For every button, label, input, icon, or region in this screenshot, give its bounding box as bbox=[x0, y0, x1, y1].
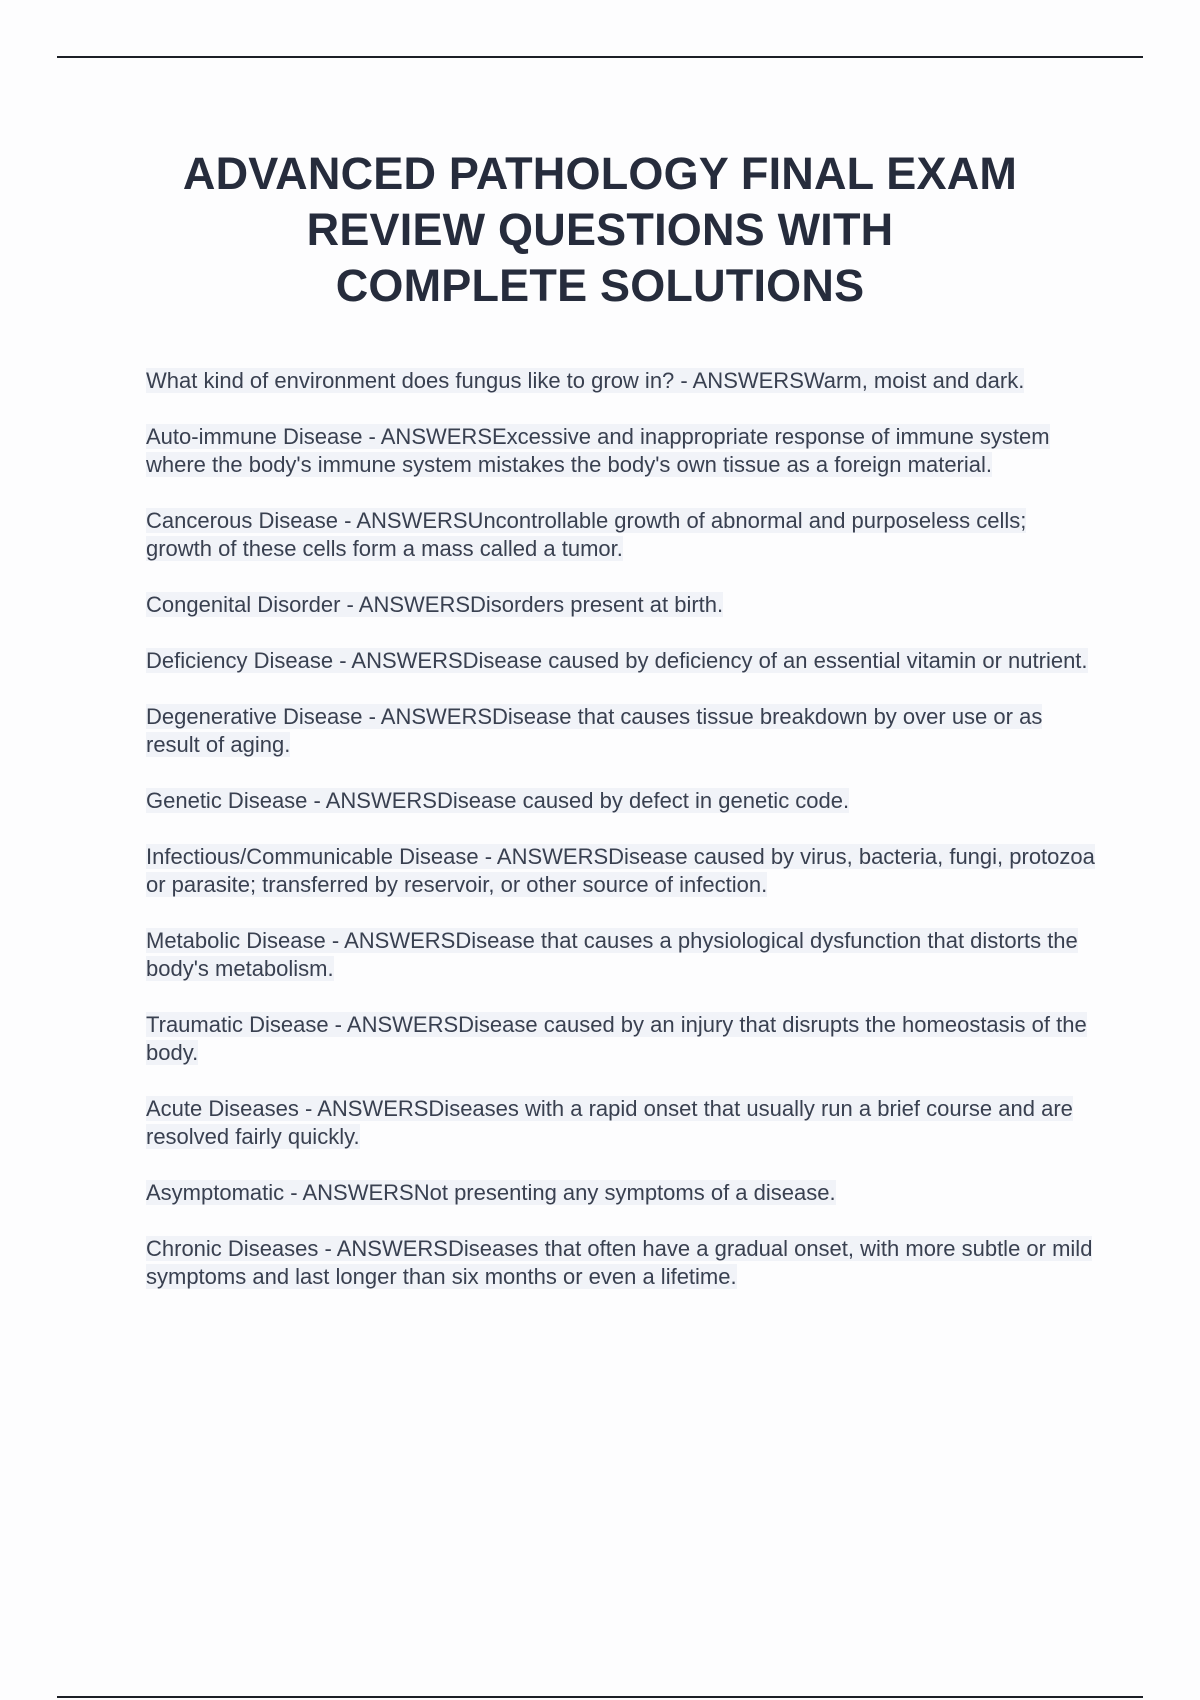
qa-list bbox=[146, 367, 1096, 1319]
qa-item: Degenerative Disease - ANSWERSDisease that causes tissue breakdown by over use or as result of aging. bbox=[146, 704, 1043, 757]
qa-item: Auto-immune Disease - ANSWERSExcessive and inappropriate response of immune system where the body's immune system mistakes the body's own tissue as a foreign material. bbox=[146, 424, 1050, 477]
document-title bbox=[100, 146, 1100, 314]
title-line: COMPLETE SOLUTIONS bbox=[335, 260, 865, 311]
qa-item: Traumatic Disease - ANSWERSDisease caused by an injury that disrupts the homeostasis of the body. bbox=[146, 1012, 1087, 1065]
qa-item: Metabolic Disease - ANSWERSDisease that causes a physiological dysfunction that distorts the body's metabolism. bbox=[146, 928, 1078, 981]
bottom-rule bbox=[57, 1696, 1143, 1698]
title-line: REVIEW QUESTIONS WITH bbox=[306, 204, 894, 255]
qa-item: Infectious/Communicable Disease - ANSWERSDisease caused by virus, bacteria, fungi, protozoa or parasite; transferred by reservoir, or other source of infection. bbox=[146, 844, 1095, 897]
title-line: ADVANCED PATHOLOGY FINAL EXAM bbox=[182, 148, 1018, 199]
qa-item: Congenital Disorder - ANSWERSDisorders present at birth. bbox=[146, 592, 724, 617]
qa-item: Chronic Diseases - ANSWERSDiseases that often have a gradual onset, with more subtle or mild symptoms and last longer than six months or even a lifetime. bbox=[146, 1236, 1093, 1289]
qa-item: Cancerous Disease - ANSWERSUncontrollable growth of abnormal and purposeless cells; growth of these cells form a mass called a tumor. bbox=[146, 508, 1027, 561]
qa-item: What kind of environment does fungus like to grow in? - ANSWERSWarm, moist and dark. bbox=[146, 368, 1025, 393]
qa-item: Deficiency Disease - ANSWERSDisease caused by deficiency of an essential vitamin or nutrient. bbox=[146, 648, 1088, 673]
qa-item: Asymptomatic - ANSWERSNot presenting any symptoms of a disease. bbox=[146, 1180, 836, 1205]
qa-item: Genetic Disease - ANSWERSDisease caused by defect in genetic code. bbox=[146, 788, 850, 813]
top-rule bbox=[57, 56, 1143, 58]
qa-item: Acute Diseases - ANSWERSDiseases with a rapid onset that usually run a brief course and are resolved fairly quickly. bbox=[146, 1096, 1073, 1149]
